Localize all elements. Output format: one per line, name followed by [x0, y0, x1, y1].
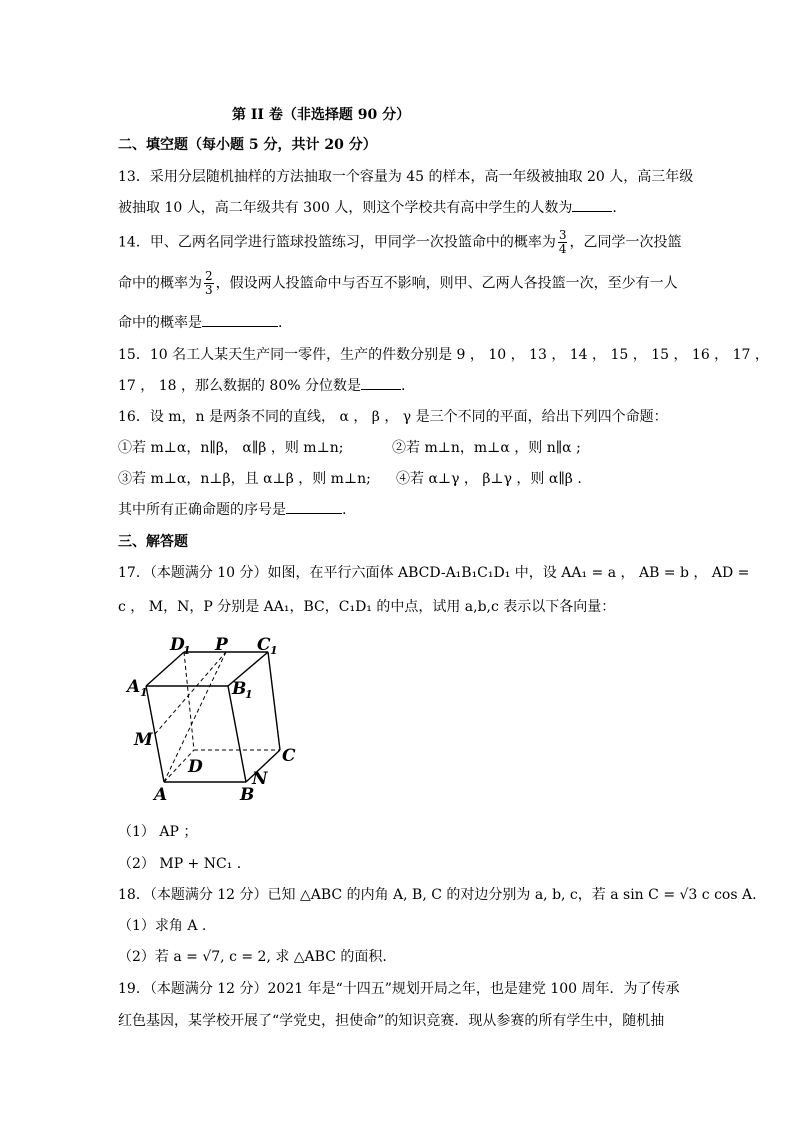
section-solution-heading: 三、解答题: [118, 534, 188, 550]
q14-period: .: [278, 315, 283, 331]
q15-line2: [118, 375, 678, 395]
q19-line1: 19．（本题满分 12 分）2021 年是“十四五”规划开局之年，也是建党 100 周年．为了传承: [118, 981, 680, 997]
q14-line1: [118, 228, 682, 256]
q16-option-2: ②若 m⊥n，m⊥α ，则 n∥α ;: [392, 440, 581, 456]
q17-line1: 17．（本题满分 10 分）如图，在平行六面体 ABCD-A₁B₁C₁D₁ 中，设 AA₁ = a ， AB = b ， AD =: [118, 565, 750, 581]
q16-options-row1: [118, 437, 678, 457]
fraction-denominator: 4: [558, 242, 567, 256]
q17-part2: （2） MP + NC₁ .: [118, 856, 242, 872]
q17-line2: c ， M，N，P 分别是 AA₁，BC，C₁D₁ 的中点，试用 a,b,c 表示以下各向量：: [118, 599, 616, 615]
fraction-numerator: 3: [558, 228, 567, 242]
label-C: C: [282, 746, 296, 766]
q14-text-c: 命中的概率为: [118, 275, 202, 292]
q13-line2: [118, 197, 678, 217]
edge-C1-C: [268, 652, 280, 750]
label-M: M: [134, 730, 153, 750]
edge-B1-B: [228, 686, 246, 782]
answer-blank: [572, 197, 612, 212]
q14-line2: [118, 270, 678, 297]
label-A1-sub: 1: [140, 686, 148, 699]
fraction-3-4: [558, 229, 568, 256]
label-N: N: [252, 769, 268, 789]
fraction-denominator: 3: [205, 283, 213, 297]
q14-line3: [118, 312, 678, 332]
parallelepiped-figure: [122, 632, 312, 812]
q16-line4: [118, 499, 678, 519]
label-B: B: [240, 785, 255, 805]
q16-option-4: ④若 α⊥γ ， β⊥γ ，则 α∥β .: [396, 471, 582, 487]
label-C1-sub: 1: [270, 644, 278, 657]
q17-part1: （1） AP ；: [118, 824, 198, 840]
q14-text-b: ，乙同学一次投篮: [569, 234, 682, 251]
label-D: D: [188, 757, 203, 777]
answer-blank: [361, 375, 401, 390]
q15-period: .: [401, 378, 406, 394]
q13-text: 被抽取 10 人，高二年级共有 300 人，则这个学校共有高中学生的人数为: [118, 200, 573, 216]
answer-blank: [202, 312, 278, 327]
edge-D1-D: [184, 652, 194, 750]
q18-part2: （2）若 a = √7, c = 2, 求 △ABC 的面积.: [118, 949, 387, 965]
q18-line1: 18．（本题满分 12 分）已知 △ABC 的内角 A, B, C 的对边分别为 a, b, c，若 a sin C = √3 c cos A.: [118, 887, 757, 903]
q15-line1: 15．10 名工人某天生产同一零件，生产的件数分别是 9 ， 10 ， 13 ， 14 ， 15 ， 15 ， 16 ， 17 ，: [118, 347, 769, 363]
q14-text-a: 14．甲、乙两名同学进行篮球投篮练习，甲同学一次投篮命中的概率为: [118, 234, 556, 251]
q18-part1: （1）求角 A .: [118, 918, 207, 934]
label-A: A: [154, 785, 168, 805]
label-D1: D: [170, 635, 185, 655]
edge-A1-D1: [146, 652, 184, 686]
label-B1: B: [232, 679, 247, 699]
section-fill-in-heading: 二、填空题（每小题 5 分，共计 20 分）: [118, 137, 377, 153]
q13-period: .: [612, 200, 617, 216]
q16-option-1: ①若 m⊥α，n∥β， α∥β ，则 m⊥n;: [118, 440, 344, 456]
q13-line1: 13．采用分层随机抽样的方法抽取一个容量为 45 的样本，高一年级被抽取 20 人，高三年级: [118, 169, 694, 185]
label-C1: C: [257, 635, 271, 655]
q14-text-e: 命中的概率是: [118, 315, 202, 331]
label-A1: A: [127, 677, 141, 697]
label-P: P: [215, 635, 228, 655]
q16-line1: 16．设 m，n 是两条不同的直线， α ， β ， γ 是三个不同的平面，给出下列四个命题：: [118, 409, 668, 425]
q19-line2: 红色基因，某学校开展了“学党史，担使命”的知识竞赛．现从参赛的所有学生中，随机抽: [118, 1013, 665, 1029]
q16-options-row2: [118, 468, 678, 488]
segment-M-P: [155, 652, 226, 734]
fraction-numerator: 2: [205, 269, 213, 283]
q16-text: 其中所有正确命题的序号是: [118, 502, 286, 518]
answer-blank: [286, 499, 342, 514]
fraction-2-3: [204, 270, 214, 297]
q15-text: 17 ， 18 ，那么数据的 80% 分位数是: [118, 378, 361, 394]
q16-option-3: ③若 m⊥α，n⊥β，且 α⊥β ，则 m⊥n;: [118, 471, 371, 487]
label-D1-sub: 1: [183, 644, 191, 657]
label-B1-sub: 1: [245, 688, 253, 701]
page-title: 第 II 卷（非选择题 90 分）: [232, 107, 411, 123]
q14-text-d: ，假设两人投篮命中与否互不影响，则甲、乙两人各投篮一次，至少有一人: [215, 275, 678, 292]
q16-period: .: [342, 502, 347, 518]
